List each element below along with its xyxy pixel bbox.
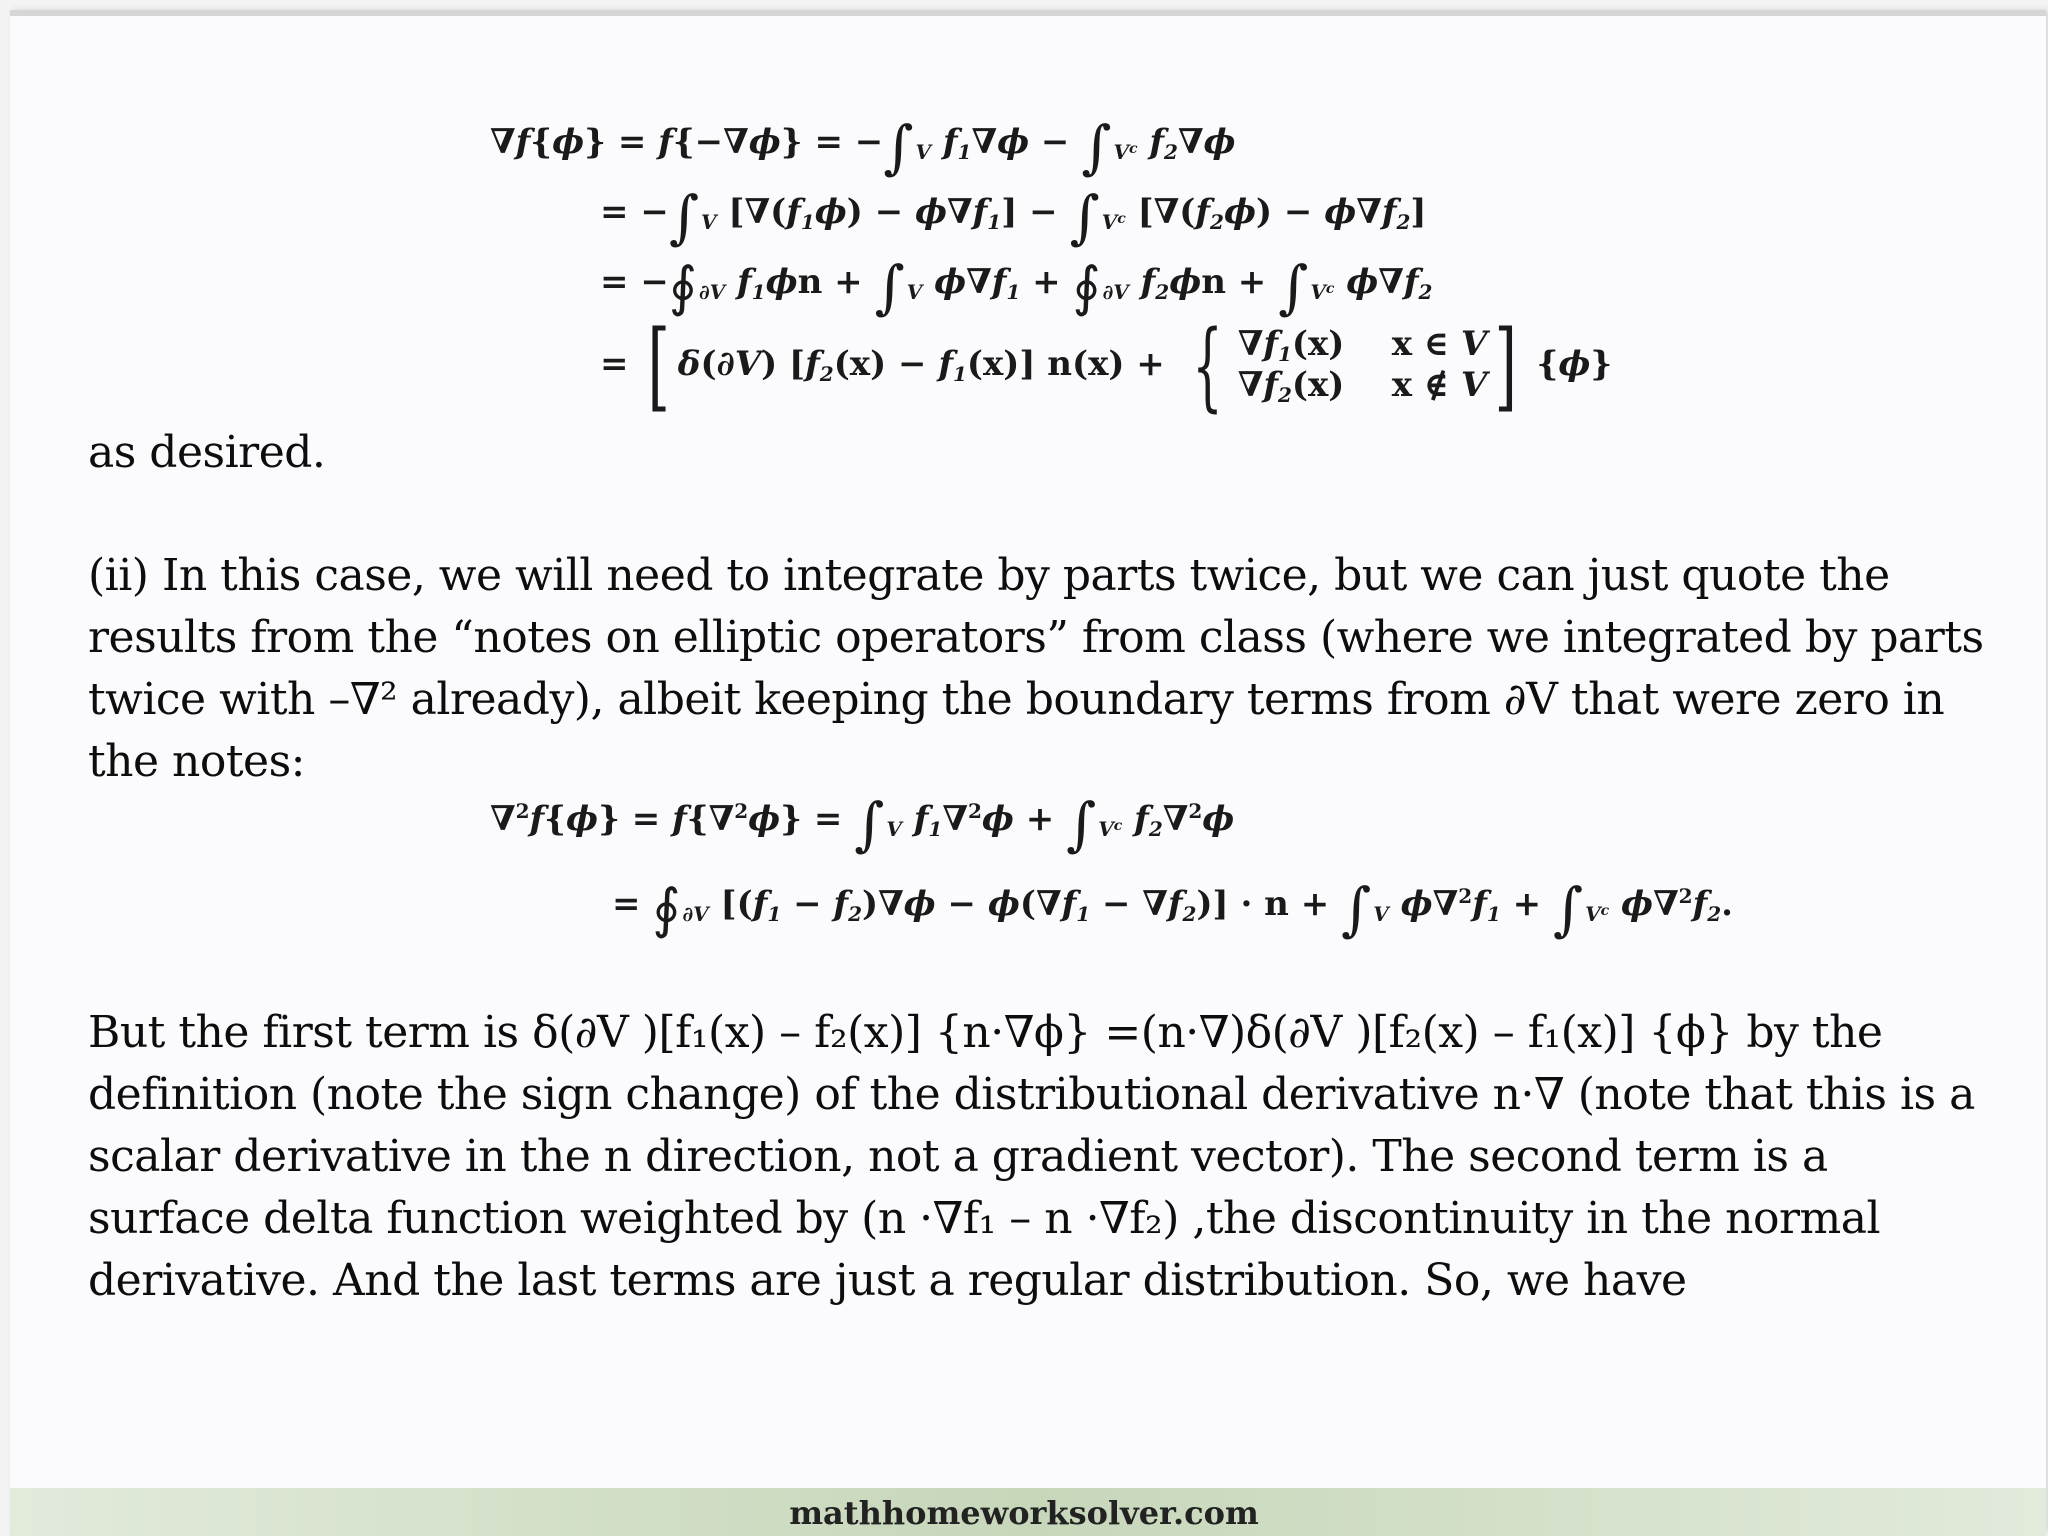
equation-1-line-1-render: ∇f{ϕ} = f{−∇ϕ} = −∫ $_V$ $f_1\nabla\phi$ − ∫ $_{V^c}$ $f_2\nabla\phi$ bbox=[490, 113, 1236, 181]
equation-2-line-1-render: ∇$^2$f{ϕ} = f{∇$^2$ϕ} = ∫ $_V$ $f_1\nabla^2\phi$ + ∫ $_{V^c}$ $f_2\nabla^2\phi$ bbox=[490, 790, 1235, 858]
text-as-desired: as desired. bbox=[88, 427, 326, 478]
text-but-first-term: But the first term is δ(∂V )[f₁(x) – f₂(x)] {n·∇ϕ} =(n·∇)δ(∂V )[f₂(x) – f₁(x)] {ϕ} by the definition (note the sign change) of the distributional derivative n·∇ (note that this is a scalar derivative in the n direction, not a gradient vector). The second term is a surface delta function weighted by (n ·∇f₁ – n ·∇f₂) ,the discontinuity in the normal derivative. And the last terms are just a regular distribution. So, we have bbox=[88, 1007, 1975, 1306]
equation-2-line-2-render: = ∮ $_{\partial V}$ $[(f_1 - f_2)\nabla\phi - \phi(\nabla f_1 - \nabla f_2)] \cdot n$ + ∫ $_V$ $\phi\nabla^2f_1$ + ∫ $_{V^c}$ $\phi\nabla^2f_2$. bbox=[612, 875, 1733, 943]
equation-1-line-2-render: = −∫ $_V$ $[\nabla(f_1\phi) - \phi\nabla f_1]$ − ∫ $_{V^c}$ $[\nabla(f_2\phi) - \phi\nabla f_2]$ bbox=[600, 183, 1427, 251]
equation-1-line-4-render: = [ δ(∂V) $[f_2(x) - f_1(x)] n(x)$ + { $\nabla f_1(x)$ x ∈ V $\nabla f_2(x)$ x ∉ V ] {ϕ} bbox=[600, 310, 1613, 422]
equation-1-line-3-render: = −∮ $_{\partial V}$ $f_1\phi n$ + ∫ $_V$ $\phi\nabla f_1$ + ∮ $_{\partial V}$ $f_2\phi n$ + ∫ $_{V^c}$ $\phi\nabla f_2$ bbox=[600, 253, 1433, 321]
footer-site-link[interactable]: mathhomeworksolver.com bbox=[789, 1494, 1259, 1532]
text-part-ii: (ii) In this case, we will need to integrate by parts twice, but we can just quote the results from the “notes on elliptic operators” from class (where we integrated by parts twice with –∇² already), albeit keeping the boundary terms from ∂V that were zero in the notes: bbox=[88, 550, 1984, 787]
